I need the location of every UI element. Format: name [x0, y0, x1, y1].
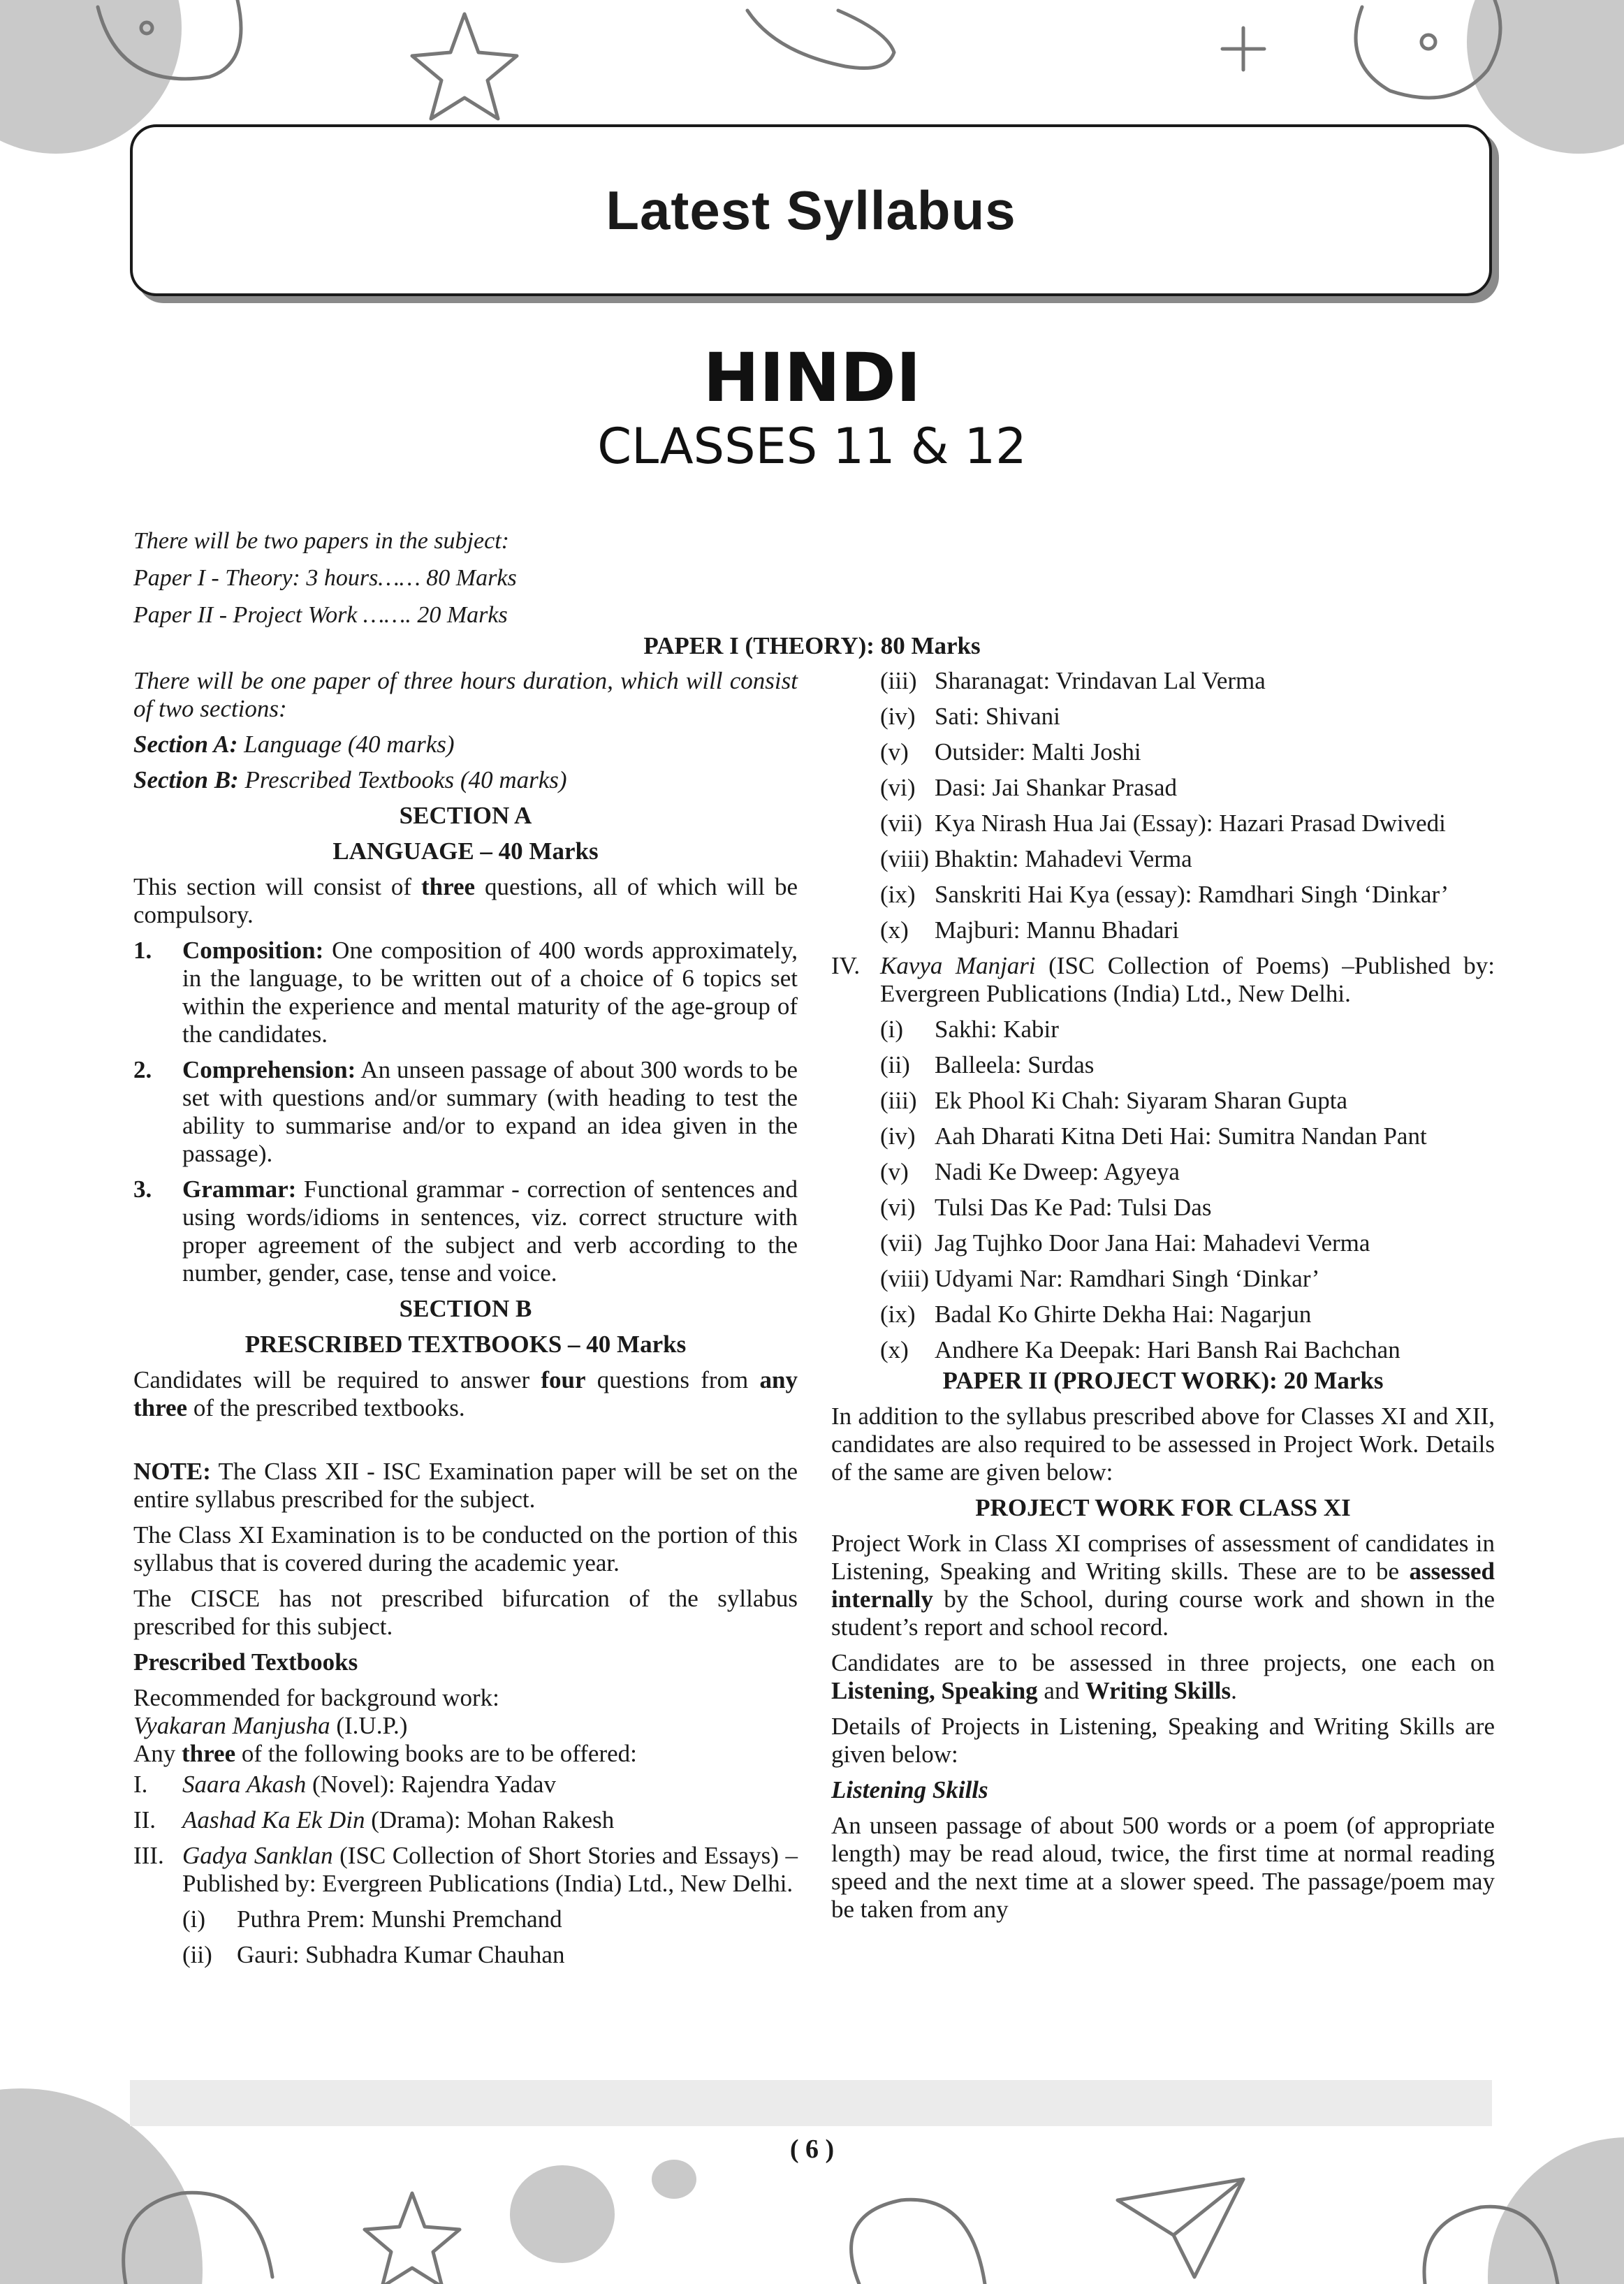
poem-item: [831, 1229, 1495, 1257]
listening-heading: Listening Skills: [831, 1776, 988, 1803]
desc-text: questions from: [585, 1366, 760, 1393]
story-item: [831, 881, 1495, 909]
item-body: Functional grammar - correction of sentences and using words/idioms in sentences, viz. correct structure with proper agreement of the subject and verb according to the number, gender, case, tense and voice.: [182, 1176, 798, 1287]
poem-text: Tulsi Das Ke Pad: Tulsi Das: [935, 1194, 1212, 1221]
poem-item: [831, 1265, 1495, 1293]
book-rest: (ISC Collection of Poems) –Published by: Evergreen Publications (India) Ltd., New Delhi.: [880, 952, 1495, 1007]
story-text: Dasi: Jai Shankar Prasad: [935, 774, 1178, 801]
item-number: 3.: [133, 1176, 152, 1203]
item-body: One composition of 400 words approximately, in the language, to be written out of a choice of 6 topics set within the experience and mental maturity of the age-group of the candidates.: [182, 937, 798, 1048]
story-number: (iii): [880, 667, 917, 694]
desc-bold: Writing Skills: [1085, 1677, 1231, 1704]
story-number: (ii): [182, 1941, 212, 1968]
desc-text: .: [1231, 1677, 1237, 1704]
poem-number: (iv): [880, 1122, 916, 1150]
desc-text: Candidates are to be assessed in three projects, one each on: [831, 1649, 1495, 1676]
poem-text: Sakhi: Kabir: [935, 1016, 1059, 1043]
classes-subtitle: CLASSES 11 & 12: [597, 418, 1027, 475]
story-item: [133, 1941, 798, 1969]
book-text: [182, 1806, 798, 1834]
paper1-heading: PAPER I (THEORY): 80 Marks: [643, 632, 981, 659]
listening-paragraph: An unseen passage of about 500 words or a poem (of appropriate length) may be read aloud, twice, the first time at normal reading speed and the next time at a slower speed. The passage/poem may be taken from any: [831, 1812, 1495, 1923]
story-text: Kya Nirash Hua Jai (Essay): Hazari Prasad Dwivedi: [935, 810, 1446, 837]
story-text: Sati: Shivani: [935, 703, 1060, 730]
desc-text: Any: [133, 1740, 182, 1767]
book-item: [831, 952, 1495, 1008]
poem-text: Andhere Ka Deepak: Hari Bansh Rai Bachchan: [935, 1336, 1400, 1363]
book-rest: (I.U.P.): [330, 1712, 408, 1739]
story-number: (vii): [880, 810, 923, 837]
language-item: [133, 1176, 798, 1287]
story-number: (vi): [880, 774, 916, 801]
paper2-heading: PAPER II (PROJECT WORK): 20 Marks: [942, 1367, 1384, 1394]
story-text: Outsider: Malti Joshi: [935, 738, 1141, 766]
section-b-desc: [133, 1366, 798, 1422]
book-text: [880, 952, 1495, 1008]
desc-text: of the prescribed textbooks.: [187, 1394, 465, 1421]
book-number: I.: [133, 1771, 148, 1798]
story-text: Puthra Prem: Munshi Premchand: [237, 1905, 562, 1933]
item-label: Comprehension:: [182, 1056, 356, 1083]
desc-text: of the following books are to be offered:: [235, 1740, 637, 1767]
story-number: (viii): [880, 845, 929, 872]
corner-blob-top-right: [1467, 0, 1624, 154]
story-item: [831, 703, 1495, 731]
paper2-paragraph: In addition to the syllabus prescribed above for Classes XI and XII, candidates are also required to be assessed in Project Work. Details of the same are given below:: [831, 1403, 1495, 1486]
story-number: (ix): [880, 881, 916, 908]
right-column: [831, 667, 1495, 1931]
subject-title: HINDI: [703, 339, 921, 417]
poem-text: Balleela: Surdas: [935, 1051, 1095, 1078]
item-text: [182, 937, 798, 1048]
section-a-line: [133, 731, 798, 759]
book-text: [182, 1842, 798, 1898]
poem-number: (v): [880, 1158, 909, 1185]
note-text: The Class XII - ISC Examination paper will be set on the entire syllabus prescribed for the subject.: [133, 1458, 798, 1513]
cisce-paragraph: The CISCE has not prescribed bifurcation of the syllabus prescribed for this subject.: [133, 1585, 798, 1640]
book-item: [133, 1771, 798, 1799]
desc-bold: four: [541, 1366, 586, 1393]
story-text: Sanskriti Hai Kya (essay): Ramdhari Singh ‘Dinkar’: [935, 881, 1449, 908]
poem-text: Ek Phool Ki Chah: Siyaram Sharan Gupta: [935, 1087, 1348, 1114]
section-b-label: Section B:: [133, 766, 239, 793]
star-doodle-bottom: [365, 2193, 460, 2284]
desc-bold: Listening, Speaking: [831, 1677, 1038, 1704]
story-number: (v): [880, 738, 909, 766]
note-label: NOTE:: [133, 1458, 211, 1485]
story-number: (i): [182, 1905, 206, 1933]
assess-paragraph: [831, 1649, 1495, 1705]
desc-bold: any three: [133, 1366, 798, 1421]
item-body: An unseen passage of about 300 words to be set with questions and/or summary (with heading to test the ability to summarise and/or to expand an idea given in the passage).: [182, 1056, 798, 1167]
poem-number: (ii): [880, 1051, 910, 1078]
story-item: [831, 845, 1495, 873]
book-title: Aashad Ka Ek Din: [182, 1806, 365, 1833]
language-item: [133, 1056, 798, 1168]
note-paragraph: [133, 1458, 798, 1514]
desc-text: This section will consist of: [133, 873, 421, 900]
poem-number: (ix): [880, 1301, 916, 1328]
book-title: Gadya Sanklan: [182, 1842, 333, 1869]
poem-item: [831, 1336, 1495, 1364]
desc-bold: three: [182, 1740, 236, 1767]
story-number: (iv): [880, 703, 916, 730]
header-title: Latest Syllabus: [606, 179, 1016, 241]
robot-eye-right: [1421, 35, 1435, 49]
poem-number: (x): [880, 1336, 909, 1363]
vyakaran-line: [133, 1712, 798, 1740]
project-heading: PROJECT WORK FOR CLASS XI: [975, 1494, 1351, 1521]
book-title: Saara Akash: [182, 1771, 307, 1798]
intro-block: [133, 522, 1502, 634]
desc-text: Candidates will be required to answer: [133, 1366, 541, 1393]
footer-bar: [130, 2080, 1492, 2126]
poem-item: [831, 1087, 1495, 1115]
blob-small: [652, 2160, 696, 2199]
page-number: ( 6 ): [789, 2135, 835, 2164]
section-a-text: Language (40 marks): [237, 731, 455, 758]
section-b-text: Prescribed Textbooks (40 marks): [238, 766, 567, 793]
book-rest: (Novel): Rajendra Yadav: [306, 1771, 556, 1798]
desc-text: by the School, during course work and shown in the student’s report and school record.: [831, 1586, 1495, 1641]
story-number: (x): [880, 916, 909, 944]
book-title: Kavya Manjari: [880, 952, 1036, 979]
textbooks-heading: PRESCRIBED TEXTBOOKS – 40 Marks: [244, 1331, 687, 1358]
item-label: Grammar:: [182, 1176, 297, 1203]
robot-doodle-bottom: [851, 2199, 985, 2284]
language-item: [133, 937, 798, 1048]
poem-text: Udyami Nar: Ramdhari Singh ‘Dinkar’: [935, 1265, 1320, 1292]
book-title: Vyakaran Manjusha: [133, 1712, 330, 1739]
plane-doodle-bottom: [1118, 2179, 1243, 2277]
story-text: Gauri: Subhadra Kumar Chauhan: [237, 1941, 565, 1968]
story-text: Bhaktin: Mahadevi Verma: [935, 845, 1192, 872]
story-text: Majburi: Mannu Bhadari: [935, 916, 1179, 944]
desc-bold: assessed internally: [831, 1558, 1495, 1613]
poem-text: Badal Ko Ghirte Dekha Hai: Nagarjun: [935, 1301, 1312, 1328]
book-number: IV.: [831, 952, 861, 979]
desc-text: and: [1037, 1677, 1085, 1704]
desc-text: Project Work in Class XI comprises of assessment of candidates in Listening, Speaking and Writing skills. These are to be: [831, 1530, 1495, 1585]
poem-item: [831, 1051, 1495, 1079]
intro-line: There will be two papers in the subject:: [133, 528, 509, 554]
details-paragraph: Details of Projects in Listening, Speaking and Writing Skills are given below:: [831, 1713, 1495, 1768]
poem-number: (viii): [880, 1265, 929, 1292]
intro-line: Paper II - Project Work ……. 20 Marks: [133, 602, 508, 628]
desc-text: questions, all of which will be compulsory.: [133, 873, 798, 928]
story-item: [831, 738, 1495, 766]
item-text: [182, 1056, 798, 1168]
book-number: III.: [133, 1842, 164, 1869]
book-item: [133, 1806, 798, 1834]
poem-number: (vii): [880, 1229, 923, 1257]
poem-item: [831, 1016, 1495, 1044]
item-number: 2.: [133, 1056, 152, 1083]
story-item: [831, 916, 1495, 944]
class11-paragraph: The Class XI Examination is to be conducted on the portion of this syllabus that is covered during the academic year.: [133, 1521, 798, 1576]
poem-number: (i): [880, 1016, 904, 1043]
poem-number: (iii): [880, 1087, 917, 1114]
section-b-heading: SECTION B: [399, 1295, 532, 1322]
desc-bold: three: [421, 873, 476, 900]
book-item: [133, 1842, 798, 1898]
star-doodle-top: [412, 14, 517, 119]
item-number: 1.: [133, 937, 152, 964]
poem-number: (vi): [880, 1194, 916, 1221]
poem-text: Nadi Ke Dweep: Agyeya: [935, 1158, 1180, 1185]
story-item: [831, 774, 1495, 802]
item-label: Composition:: [182, 937, 324, 964]
poem-item: [831, 1122, 1495, 1150]
left-column: [133, 667, 798, 1977]
poem-item: [831, 1301, 1495, 1328]
section-a-desc: [133, 873, 798, 929]
recommended-line: Recommended for background work:: [133, 1684, 499, 1711]
section-a-label: Section A:: [133, 731, 238, 758]
any-three-line: [133, 1740, 798, 1768]
story-item: [831, 810, 1495, 837]
section-a-heading: SECTION A: [399, 802, 532, 829]
header-banner: [130, 124, 1492, 296]
prescribed-heading: Prescribed Textbooks: [133, 1648, 358, 1676]
duration-text: There will be one paper of three hours duration, which will consist of two sections:: [133, 667, 798, 722]
section-b-line: [133, 766, 798, 794]
item-text: [182, 1176, 798, 1287]
poem-item: [831, 1158, 1495, 1186]
book-text: [182, 1771, 798, 1799]
intro-line: Paper I - Theory: 3 hours…… 80 Marks: [133, 565, 517, 591]
book-rest: (Drama): Mohan Rakesh: [365, 1806, 615, 1833]
story-item: [133, 1905, 798, 1933]
story-text: Sharanagat: Vrindavan Lal Verma: [935, 667, 1266, 694]
blob-bottom-center: [510, 2165, 615, 2263]
book-number: II.: [133, 1806, 156, 1833]
project-paragraph: [831, 1530, 1495, 1641]
poem-text: Jag Tujhko Door Jana Hai: Mahadevi Verma: [935, 1229, 1370, 1257]
poem-text: Aah Dharati Kitna Deti Hai: Sumitra Nandan Pant: [935, 1122, 1427, 1150]
story-item: [831, 667, 1495, 695]
book-rest: (ISC Collection of Short Stories and Essays) – Published by: Evergreen Publications (India) Ltd., New Delhi.: [182, 1842, 798, 1897]
rocket-doodle-top: [747, 10, 894, 68]
language-heading: LANGUAGE – 40 Marks: [332, 837, 599, 865]
poem-item: [831, 1194, 1495, 1222]
plus-doodle-top: [1222, 28, 1264, 70]
